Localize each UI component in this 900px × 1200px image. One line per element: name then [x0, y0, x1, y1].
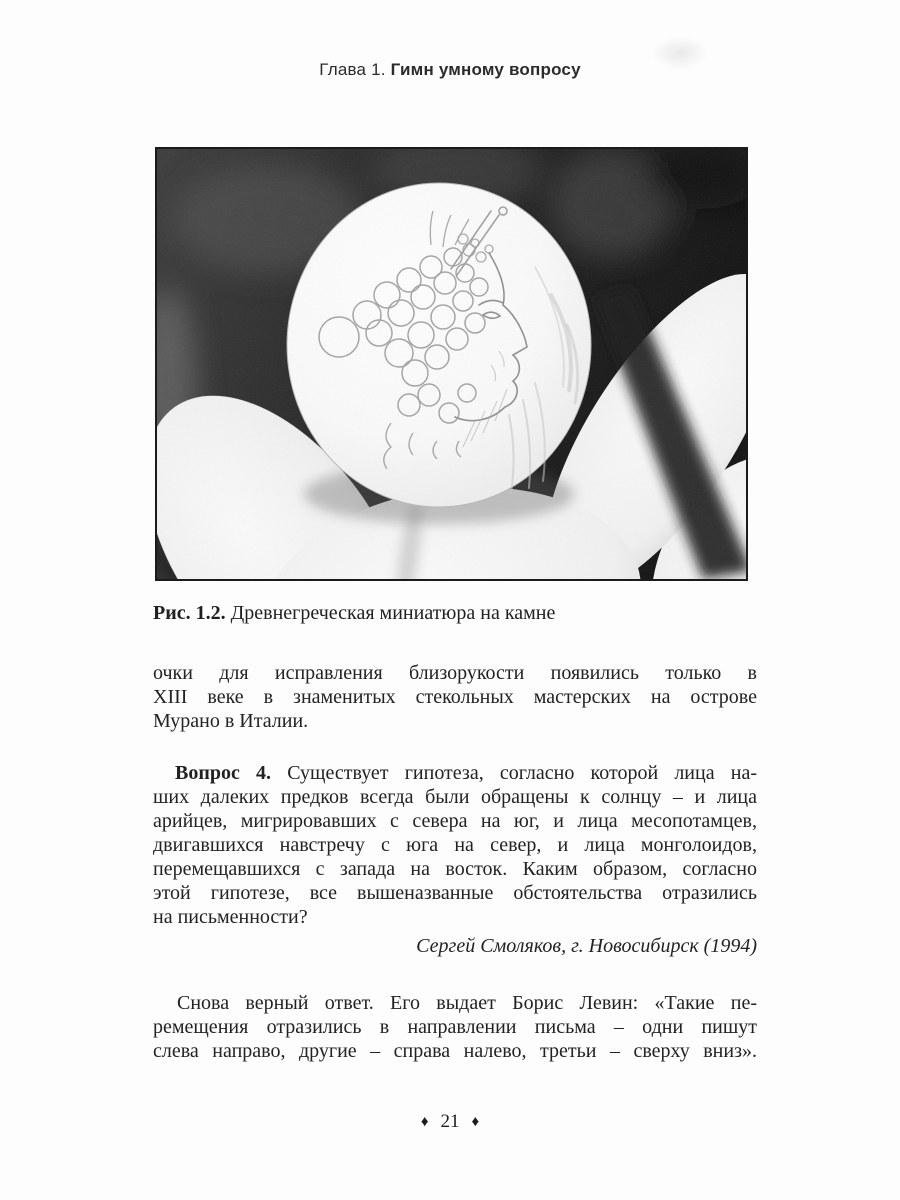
page-footer — [0, 1110, 900, 1134]
text-line: очки для исправления близорукости появились только в — [153, 662, 757, 684]
question-lines — [153, 785, 757, 929]
running-header — [0, 58, 900, 82]
question-label: Вопрос 4. — [175, 762, 272, 784]
diamond-ornament-left: ♦ — [420, 1114, 429, 1130]
paragraph-question — [153, 761, 757, 929]
figure-photo — [155, 147, 748, 581]
text-line: этой гипотезе, все вышеназванные обстоятельства отразились — [153, 882, 757, 904]
question-first-line — [153, 761, 757, 785]
text-line: ших далеких предков всегда были обращены к солнцу – и лица — [153, 786, 757, 808]
paragraph-continuation — [153, 661, 757, 733]
text-line: арийцев, мигрировавших с севера на юг, и лица месопотамцев, — [153, 810, 757, 832]
chapter-title: Гимн умному вопросу — [390, 60, 581, 79]
figure-caption-label: Рис. 1.2. — [153, 602, 226, 624]
figure-caption — [153, 600, 757, 626]
paragraph-answer — [153, 991, 757, 1063]
text-line: Снова верный ответ. Его выдает Борис Левин: «Такие пе- — [177, 992, 757, 1014]
attribution: Сергей Смоляков, г. Новосибирск (1994) — [416, 935, 757, 957]
page-number: 21 — [440, 1111, 460, 1132]
scan-artifact — [652, 36, 708, 70]
chapter-label: Глава 1. — [319, 60, 386, 79]
text-line: ремещения отразились в направлении письма – одни пишут — [153, 1016, 757, 1038]
text-line: перемещавшихся с запада на восток. Каким образом, согласно — [153, 858, 757, 880]
text-line: XIII веке в знаменитых стекольных мастерских на острове — [153, 686, 757, 708]
text-line: Мурано в Италии. — [153, 710, 309, 732]
figure-caption-text: Древнегреческая миниатюра на камне — [230, 602, 556, 624]
text-line: на письменности? — [153, 906, 308, 928]
diamond-ornament-right: ♦ — [471, 1114, 480, 1130]
question-first-line-text: Существует гипотеза, согласно которой лица на- — [287, 762, 757, 784]
text-line: слева направо, другие – справа налево, третьи – сверху вниз». — [153, 1040, 757, 1062]
text-line: двигавшихся навстречу с юга на север, и лица монголоидов, — [153, 834, 757, 856]
gemstone-photo-illustration — [157, 149, 746, 579]
